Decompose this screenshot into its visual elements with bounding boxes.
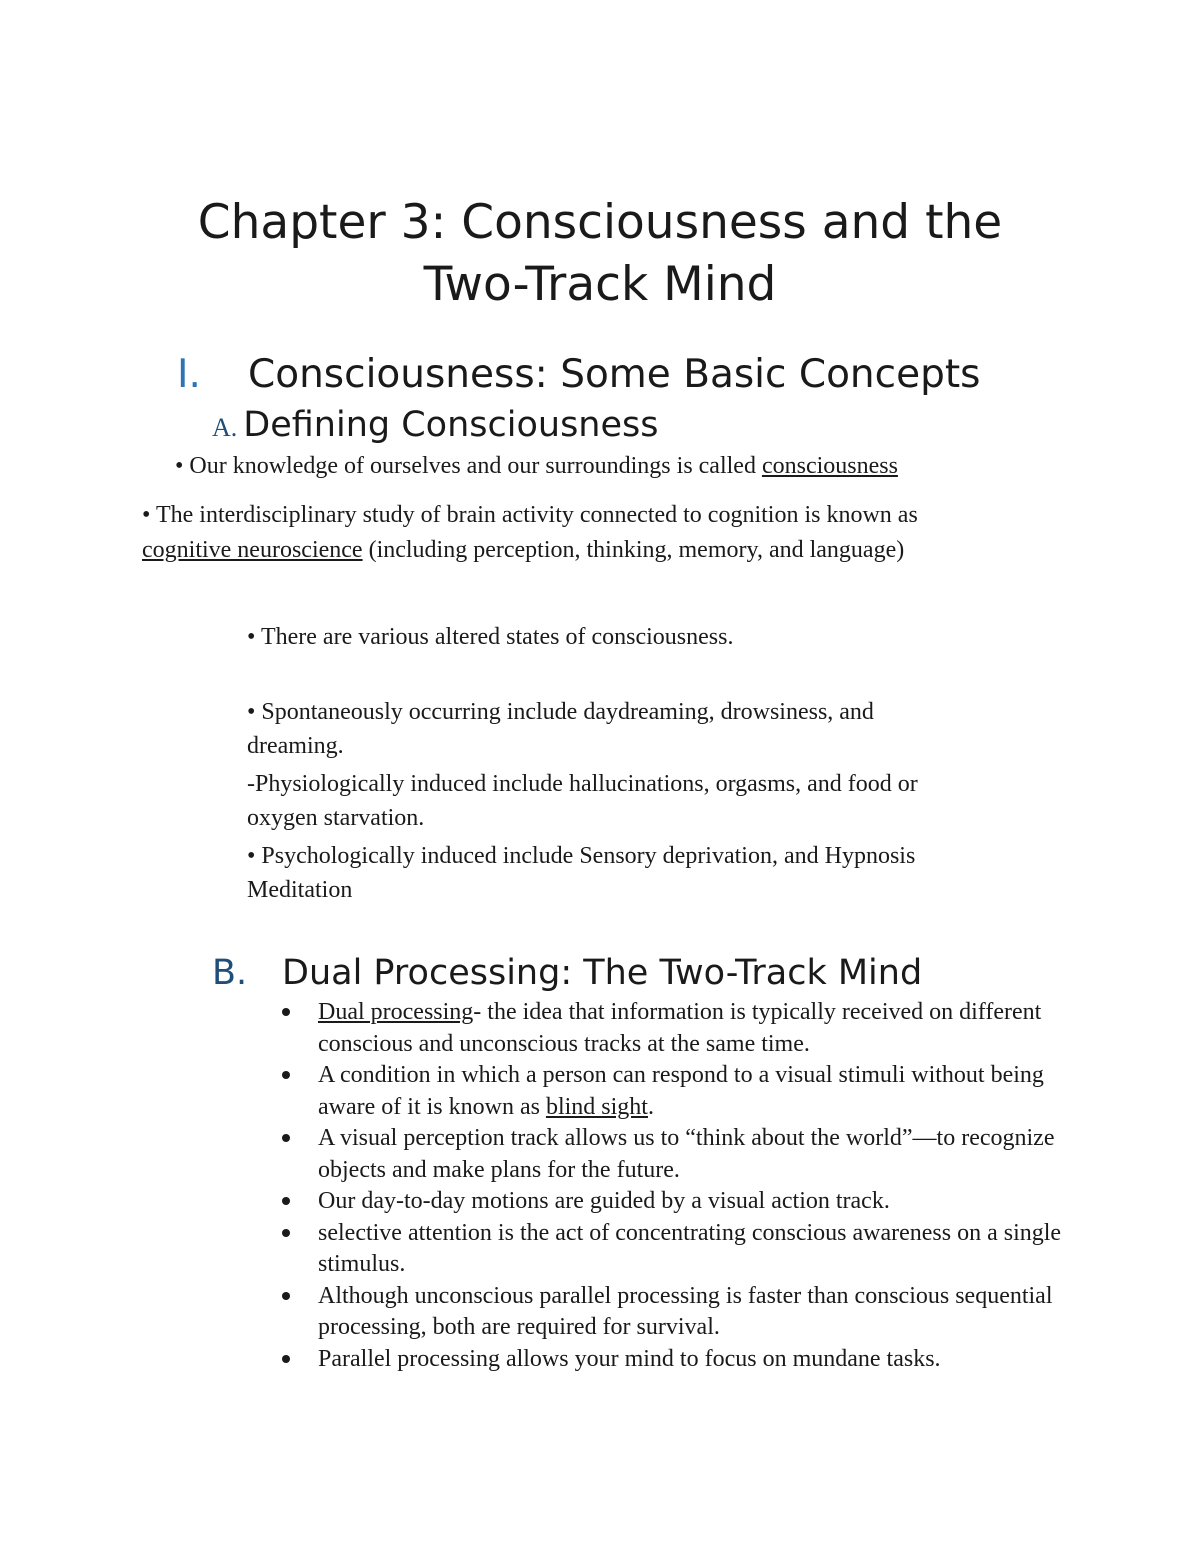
list-item (282, 1186, 1082, 1218)
list-item-text: A condition in which a person can respond to a visual stimuli without being aware of it is known as (318, 1062, 1044, 1120)
term-blind-sight: blind sight (545, 1093, 648, 1120)
section-1-heading (177, 350, 980, 400)
subsection-b-title: Dual Processing: The Two-Track Mind (282, 953, 923, 993)
paragraph-physiological-line1: -Physiologically induced include hallucinations, orgasms, and food or (247, 771, 918, 797)
paragraph-text: (including perception, thinking, memory, and language) (362, 537, 905, 563)
paragraph-psychological-line1: • Psychologically induced include Sensory deprivation, and Hypnosis (247, 843, 916, 869)
paragraph-altered-states: • There are various altered states of consciousness. (247, 624, 734, 650)
section-1-title: Consciousness: Some Basic Concepts (248, 352, 981, 397)
paragraph-psychological-line2: Meditation (247, 877, 353, 903)
subsection-a-title: Defining Consciousness (243, 405, 659, 445)
list-item-text: A visual perception track allows us to “think about the world”—to recognize objects and make plans for the future. (318, 1125, 1055, 1183)
paragraph-consciousness-def (175, 449, 898, 483)
title-line-2: Two-Track Mind (423, 257, 777, 312)
bullet-icon (282, 1071, 290, 1079)
paragraph-physiological-line2: oxygen starvation. (247, 805, 425, 831)
paragraph-spontaneous-line2: dreaming. (247, 733, 344, 759)
subsection-a-heading (212, 403, 659, 450)
bullet-icon (282, 1008, 290, 1016)
title-line-1: Chapter 3: Consciousness and the (197, 195, 1003, 250)
list-item-text: - the idea that information is typically received on different conscious and unconscious tracks at the same time. (318, 999, 1042, 1057)
page-title (0, 192, 1200, 316)
subsection-b-number: B. (212, 953, 248, 993)
list-item (282, 1060, 1082, 1123)
paragraph-cognitive-neuroscience-line2 (142, 533, 904, 567)
term-dual-processing: Dual processing (318, 999, 474, 1025)
bullet-icon (282, 1197, 290, 1205)
bullet-icon (282, 1292, 290, 1300)
list-item (282, 1218, 1082, 1281)
list-item-text: Our day-to-day motions are guided by a visual action track. (318, 1188, 890, 1214)
bullet-icon (282, 1355, 290, 1363)
list-item (282, 1281, 1082, 1344)
term-consciousness: consciousness (761, 453, 898, 479)
paragraph-text: • Our knowledge of ourselves and our surroundings is called (175, 453, 762, 479)
list-item (282, 1344, 1082, 1376)
bullet-icon (282, 1134, 290, 1142)
list-item (282, 997, 1082, 1060)
list-item (282, 1123, 1082, 1186)
list-item-text: Although unconscious parallel processing is faster than conscious sequential processing, both are required for survival. (318, 1282, 1053, 1340)
bullet-icon (282, 1229, 290, 1237)
list-item-text: . (647, 1093, 654, 1120)
list-item-text: Parallel processing allows your mind to focus on mundane tasks. (318, 1345, 941, 1372)
dual-processing-list (282, 997, 1082, 1375)
term-cognitive-neuroscience: cognitive neuroscience (142, 537, 363, 563)
paragraph-cognitive-neuroscience-line1: • The interdisciplinary study of brain activity connected to cognition is known as (142, 502, 918, 528)
paragraph-spontaneous-line1: • Spontaneously occurring include daydreaming, drowsiness, and (247, 699, 874, 725)
subsection-b-heading (212, 950, 922, 996)
section-1-number: I. (177, 352, 201, 397)
subsection-a-number: A. (212, 413, 238, 442)
list-item-text: selective attention is the act of concentrating conscious awareness on a single stimulus. (318, 1219, 1062, 1277)
